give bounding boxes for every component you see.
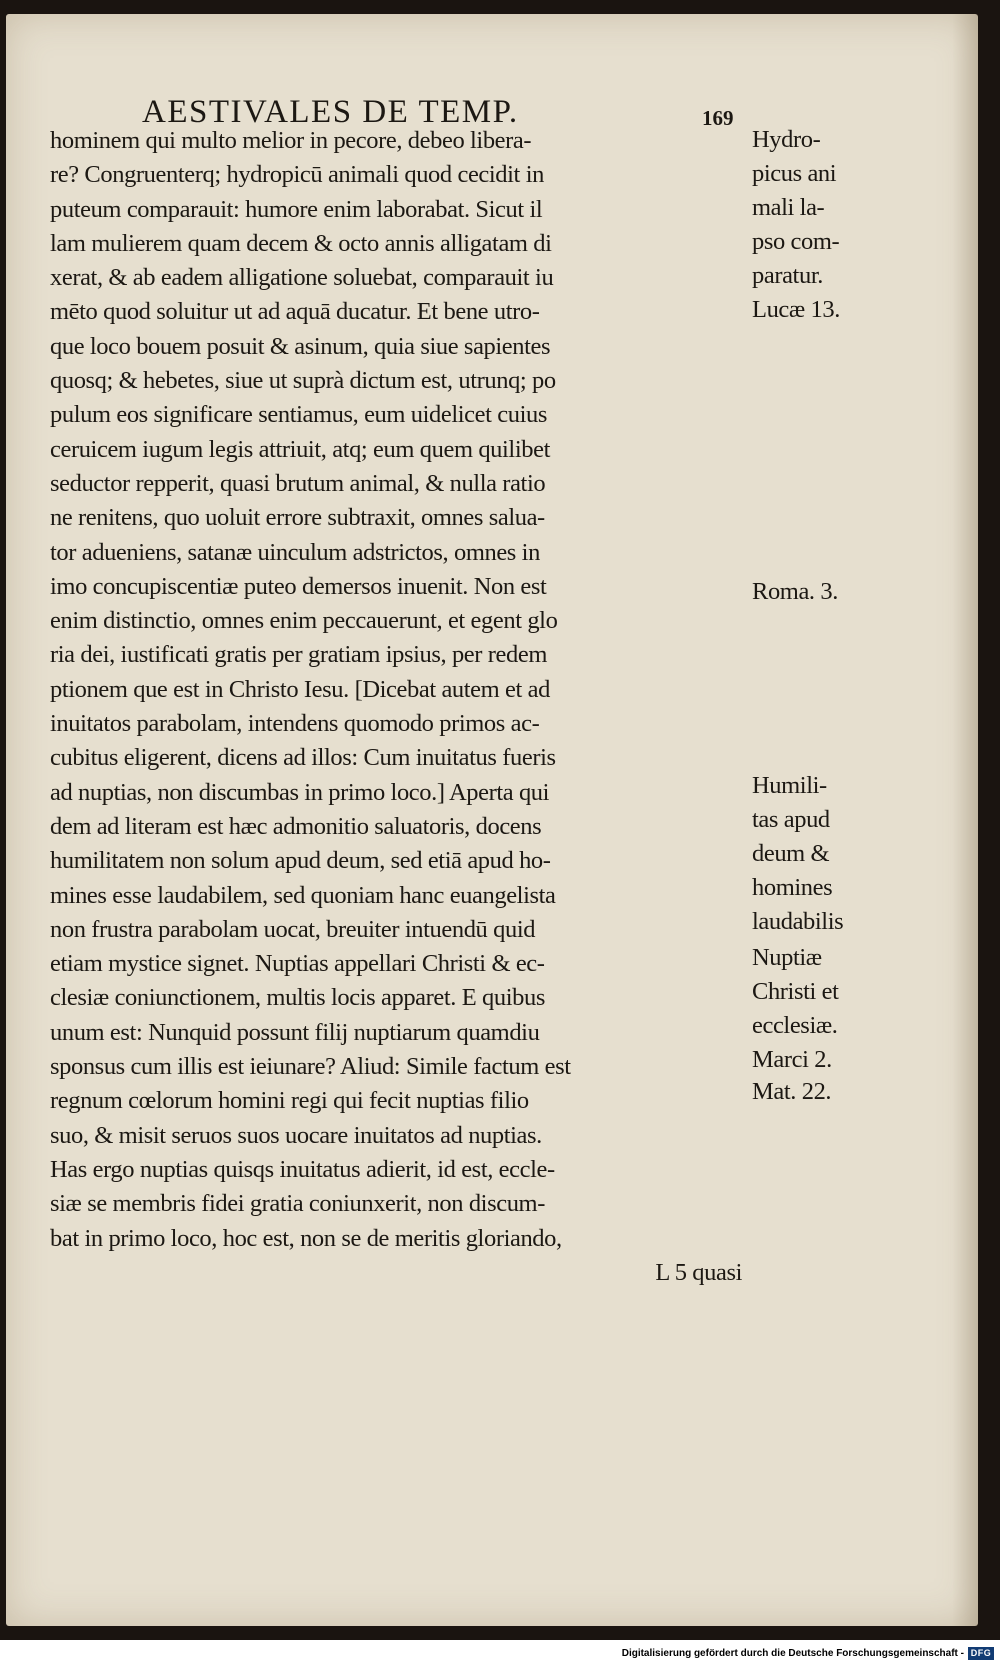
- marginal-note: laudabilis: [752, 908, 844, 935]
- text-line: Has ergo nuptias quisqs inuitatus adierit, id est, eccle-: [50, 1155, 555, 1183]
- text-line: non frustra parabolam uocat, breuiter intuendū quid: [50, 915, 536, 943]
- text-line: humilitatem non solum apud deum, sed etiā apud ho-: [50, 847, 551, 875]
- text-line: pulum eos significare sentiamus, eum uidelicet cuius: [50, 401, 547, 429]
- text-line: suo, & misit seruos suos uocare inuitatos ad nuptias.: [50, 1121, 542, 1149]
- text-line: quosq; & hebetes, siue ut suprà dictum est, utrunq; po: [50, 367, 556, 395]
- text-line: que loco bouem posuit & asinum, quia siue sapientes: [50, 332, 551, 360]
- text-line: lam mulierem quam decem & octo annis alligatam di: [50, 229, 552, 257]
- marginal-note: ecclesiæ.: [752, 1012, 838, 1039]
- text-line: bat in primo loco, hoc est, non se de meritis gloriando,: [50, 1224, 562, 1252]
- text-line: xerat, & ab eadem alligatione soluebat, comparauit iu: [50, 264, 554, 292]
- main-text-block: [50, 124, 742, 1290]
- text-line: clesiæ coniunctionem, multis locis apparet. E quibus: [50, 984, 545, 1012]
- marginal-note: deum &: [752, 840, 830, 867]
- text-line: regnum cœlorum homini regi qui fecit nuptias filio: [50, 1087, 529, 1115]
- text-line: ne renitens, quo uoluit errore subtraxit, omnes salua-: [50, 504, 545, 532]
- marginal-note: picus ani: [752, 160, 837, 187]
- text-line: imo concupiscentiæ puteo demersos inuenit. Non est: [50, 572, 547, 600]
- running-title: AESTIVALES DE TEMP.: [142, 94, 519, 130]
- text-line: ad nuptias, non discumbas in primo loco.] Aperta qui: [50, 778, 550, 806]
- text-line: ria dei, iustificati gratis per gratiam ipsius, per redem: [50, 641, 547, 669]
- text-line: tor adueniens, satanæ uinculum adstrictos, omnes in: [50, 538, 540, 566]
- marginal-note: Mat. 22.: [752, 1078, 832, 1105]
- text-line: ceruicem iugum legis attriuit, atq; eum quem quilibet: [50, 435, 550, 463]
- text-line: sponsus cum illis est ieiunare? Aliud: Simile factum est: [50, 1053, 571, 1081]
- text-line: hominem qui multo melior in pecore, debeo libera-: [50, 127, 532, 154]
- text-line: re? Congruenterq; hydropicū animali quod cecidit in: [50, 161, 544, 189]
- marginal-note: Humili-: [752, 772, 827, 799]
- text-line: seductor repperit, quasi brutum animal, & nulla ratio: [50, 469, 546, 497]
- marginal-note: Lucæ 13.: [752, 296, 840, 323]
- marginal-note: Marci 2.: [752, 1046, 832, 1073]
- marginal-note: paratur.: [752, 262, 823, 289]
- marginal-note: mali la-: [752, 194, 825, 221]
- text-line: puteum comparauit: humore enim laborabat. Sicut il: [50, 195, 543, 223]
- text-line: inuitatos parabolam, intendens quomodo primos ac-: [50, 710, 540, 738]
- text-line: cubitus eligerent, dicens ad illos: Cum inuitatus fueris: [50, 744, 556, 772]
- text-line: mēto quod soluitur ut ad aquā ducatur. Et bene utro-: [50, 298, 540, 326]
- marginal-note: Christi et: [752, 978, 839, 1005]
- text-line: unum est: Nunquid possunt filij nuptiarum quamdiu: [50, 1018, 540, 1046]
- digitization-footer: [0, 1640, 1000, 1668]
- text-line: etiam mystice signet. Nuptias appellari Christi & ec-: [50, 950, 545, 978]
- text-line: dem ad literam est hæc admonitio saluatoris, docens: [50, 812, 542, 840]
- marginal-note: Hydro-: [752, 126, 821, 153]
- marginal-note: homines: [752, 874, 833, 901]
- marginal-note: Nuptiæ: [752, 944, 822, 971]
- page-number: 169: [702, 106, 734, 130]
- marginal-note: Roma. 3.: [752, 578, 838, 605]
- text-line: ptionem que est in Christo Iesu. [Dicebat autem et ad: [50, 675, 550, 703]
- catchword: L 5 quasi: [655, 1258, 742, 1286]
- text-line: mines esse laudabilem, sed quoniam hanc euangelista: [50, 881, 556, 909]
- text-line: siæ se membris fidei gratia coniunxerit, non discum-: [50, 1190, 545, 1218]
- funding-credit: Digitalisierung gefördert durch die Deutsche Forschungsgemeinschaft -: [621, 1648, 964, 1659]
- text-line: enim distinctio, omnes enim peccauerunt, et egent glo: [50, 607, 558, 635]
- marginal-note: tas apud: [752, 806, 830, 833]
- dfg-logo: DFG: [968, 1647, 994, 1660]
- marginal-note: pso com-: [752, 228, 840, 255]
